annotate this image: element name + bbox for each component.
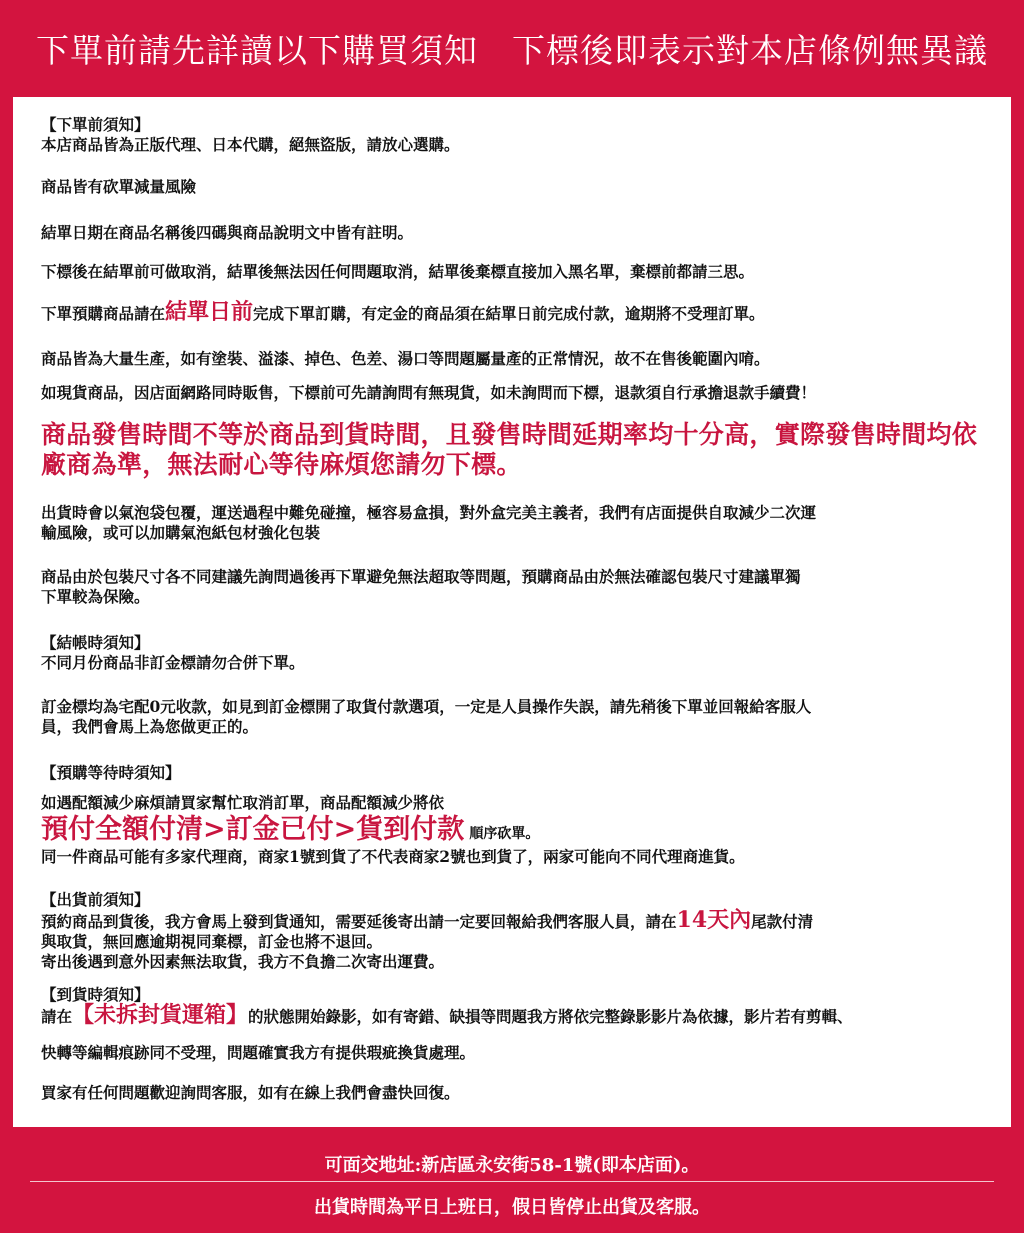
notice-line: 商品皆有砍單減量風險 bbox=[41, 177, 197, 196]
footer-divider bbox=[30, 1181, 994, 1182]
section-heading: 【結帳時須知】 bbox=[41, 633, 150, 652]
release-date-warning: 商品發售時間不等於商品到貨時間，且發售時間延期率均十分高，實際發售時間均依 廠商為準，無法耐心等待麻煩您請勿下標。 bbox=[41, 420, 978, 479]
section-on-arrival bbox=[41, 985, 853, 1027]
notice-line: 如遇配額減少麻煩請買家幫忙取消訂單，商品配額減少將依 bbox=[41, 793, 445, 812]
notice-line: 與取貨，無回應逾期視同棄標，訂金也將不退回。 bbox=[41, 932, 383, 951]
notice-line: 下標後在結單前可做取消，結單後無法因任何問題取消，結單後棄標直接加入黑名單，棄標前都請三思。 bbox=[41, 262, 755, 281]
notice-line: 訂金標均為宅配0元收款，如見到訂金標開了取貨付款選項，一定是人員操作失誤，請先稍後下單並回報給客服人 bbox=[41, 697, 812, 716]
payment-priority-highlight: 預付全額付清>訂金已付>貨到付款 bbox=[41, 814, 465, 845]
section-heading: 【下單前須知】 bbox=[41, 115, 150, 134]
fourteen-days-highlight: 14天內 bbox=[676, 907, 752, 933]
header-title: 下單前請先詳讀以下購買須知 下標後即表示對本店條例無異議 bbox=[36, 31, 988, 70]
payment-priority: 預付全額付清>訂金已付>貨到付款 順序砍單。 bbox=[41, 814, 540, 845]
notice-panel bbox=[13, 97, 1011, 1127]
section-heading: 【預購等待時須知】 bbox=[41, 763, 181, 782]
section-heading: 【出貨前須知】 bbox=[41, 890, 150, 909]
page-header bbox=[0, 0, 1024, 97]
notice-line-deadline: 下單預購商品請在結單日前完成下單訂購，有定金的商品須在結單日前完成付款，逾期將不受理訂單。 bbox=[41, 299, 765, 325]
notice-line-unopened-box: 請在【未拆封貨運箱】的狀態開始錄影，如有寄錯、缺損等問題我方將依完整錄影影片為依據，影片若有剪輯、 bbox=[41, 1002, 853, 1028]
notice-line: 出貨時會以氣泡袋包覆，運送過程中難免碰撞，極容易盒損，對外盒完美主義者，我們有店面提供自取減少二次運 bbox=[41, 503, 817, 522]
section-before-order bbox=[41, 115, 460, 155]
deadline-highlight: 結單日前 bbox=[165, 299, 254, 325]
notice-line: 如現貨商品，因店面網路同時販售，下標前可先請詢問有無現貨，如未詢問而下標，退款須自行承擔退款手續費！ bbox=[41, 383, 817, 402]
pickup-address: 可面交地址:新店區永安街58-1號(即本店面)。 bbox=[324, 1155, 700, 1176]
notice-line: 不同月份商品非訂金標請勿合併下單。 bbox=[41, 653, 305, 672]
notice-line: 本店商品皆為正版代理、日本代購，絕無盜版，請放心選購。 bbox=[41, 135, 460, 154]
notice-line: 輸風險，或可以加購氣泡紙包材強化包裝 bbox=[41, 523, 321, 542]
notice-line: 寄出後遇到意外因素無法取貨，我方不負擔二次寄出運費。 bbox=[41, 952, 445, 971]
section-preorder-wait bbox=[41, 763, 181, 783]
unopened-box-highlight: 【未拆封貨運箱】 bbox=[72, 1002, 249, 1028]
notice-line: 結單日期在商品名稱後四碼與商品說明文中皆有註明。 bbox=[41, 223, 414, 242]
section-heading: 【到貨時須知】 bbox=[41, 985, 150, 1004]
notice-line: 商品由於包裝尺寸各不同建議先詢問過後再下單避免無法超取等問題，預購商品由於無法確認包裝尺寸建議單獨 bbox=[41, 567, 801, 586]
section-before-shipping bbox=[41, 890, 813, 972]
notice-line: 下單較為保險。 bbox=[41, 587, 150, 606]
notice-line: 同一件商品可能有多家代理商，商家1號到貨了不代表商家2號也到貨了，兩家可能向不同代理商進貨。 bbox=[41, 847, 745, 866]
shipping-hours: 出貨時間為平日上班日，假日皆停止出貨及客服。 bbox=[314, 1197, 710, 1218]
notice-line-14-days: 預約商品到貨後，我方會馬上發到貨通知，需要延後寄出請一定要回報給我們客服人員，請在14天內尾款付清 bbox=[41, 907, 814, 933]
notice-line: 商品皆為大量生產，如有塗裝、溢漆、掉色、色差、湯口等問題屬量產的正常情況，故不在售後範圍內唷。 bbox=[41, 349, 770, 368]
notice-line: 買家有任何問題歡迎詢問客服，如有在線上我們會盡快回復。 bbox=[41, 1083, 460, 1102]
page-footer bbox=[0, 1127, 1024, 1233]
notice-line: 員，我們會馬上為您做更正的。 bbox=[41, 717, 259, 736]
section-checkout bbox=[41, 633, 305, 673]
notice-line: 快轉等編輯痕跡同不受理，問題確實我方有提供瑕疵換貨處理。 bbox=[41, 1043, 476, 1062]
